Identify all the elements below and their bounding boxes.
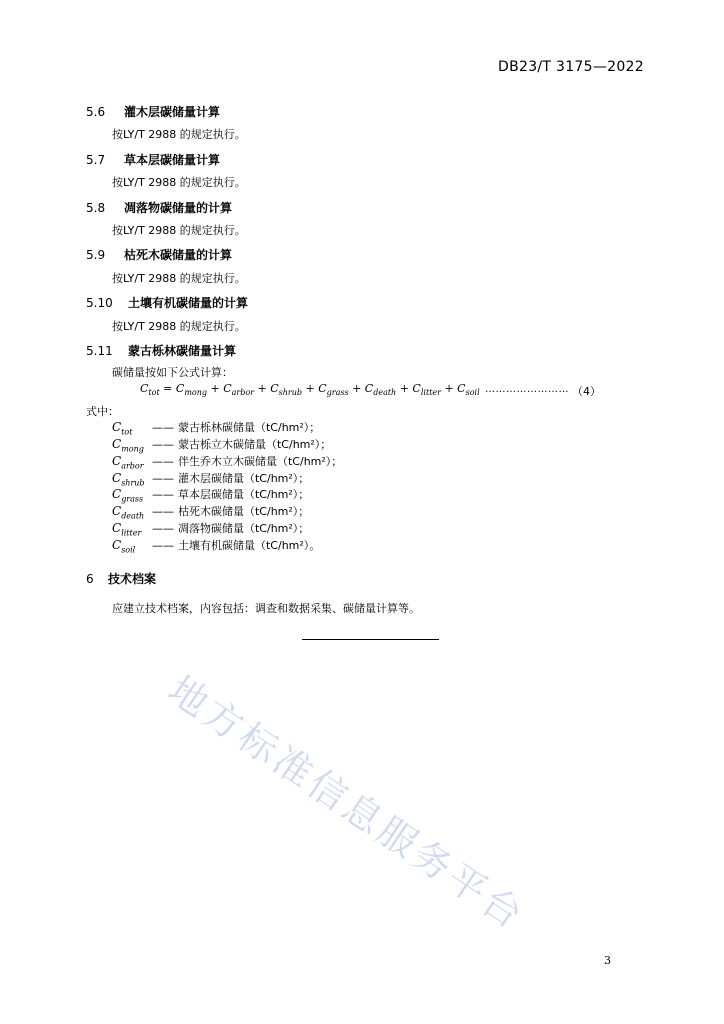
definition-dash: —— [152,472,174,485]
variable-symbol: $C_{mong}$ [112,437,144,454]
section-title: 蒙古栎林碳储量计算 [128,344,237,358]
section-number: 5.11 [86,344,113,358]
variable-description: 蒙古栎立木碳储量（tC/hm²）； [178,438,332,451]
section-number: 5.6 [86,105,106,119]
section-text-5-7: 按LY/T 2988 的规定执行。 [112,176,246,189]
variable-subscript: litter [121,528,142,538]
section-title: 灌木层碳储量计算 [124,105,221,119]
variable-description: 草本层碳储量（tC/hm²）； [178,488,310,501]
section-title: 技术档案 [108,572,157,586]
formula-term-subscript: arbor [231,388,254,398]
formula-term-subscript: mong [184,388,207,398]
variable-symbol: $C_{arbor}$ [112,454,144,471]
section-title: 凋落物碳储量的计算 [124,201,233,215]
variable-subscript: death [121,511,145,521]
formula-term-subscript: soil [465,388,480,398]
variable-description: 蒙古栎林碳储量（tC/hm²）； [178,421,321,434]
section-number: 5.9 [86,248,106,262]
formula-term-subscript: shrub [278,388,302,398]
variable-description: 枯死木碳储量（tC/hm²）； [178,505,310,518]
definition-dash: —— [152,421,174,434]
variable-symbol: $C_{tot}$ [112,420,133,437]
section-title: 草本层碳储量计算 [124,153,221,167]
definition-dash: —— [152,539,174,552]
definition-dash: —— [152,505,174,518]
definition-dash: —— [152,455,174,468]
variable-description: 伴生乔木立木碳储量（tC/hm²）； [178,455,343,468]
section-text-5-6: 按LY/T 2988 的规定执行。 [112,128,246,141]
page-number: 3 [604,954,611,967]
section-number: 5.7 [86,153,106,167]
formula-term-subscript: litter [420,388,441,398]
document-code: DB23/T 3175—2022 [498,59,644,75]
section-number: 5.8 [86,201,106,215]
formula-leader-dots: …………………… [485,384,569,395]
formula-term-subscript: grass [326,388,349,398]
section-text-5-9: 按LY/T 2988 的规定执行。 [112,272,246,285]
variable-subscript: tot [121,427,133,437]
formula-term-subscript: death [373,388,397,398]
section-text-5-10: 按LY/T 2988 的规定执行。 [112,320,246,333]
variable-subscript: grass [121,494,144,504]
variable-symbol: $C_{litter}$ [112,521,142,538]
section-number: 5.10 [86,296,113,310]
carbon-storage-formula: $C_{tot} = C_{mong} + C_{arbor} + C_{shrub} + C_{grass} + C_{death} + C_{litter} + C_{soil}$ [140,382,480,398]
section-number: 6 [86,572,94,586]
variable-symbol: $C_{shrub}$ [112,471,145,488]
section-text-5-11: 碳储量按如下公式计算： [112,366,233,379]
variable-subscript: arbor [121,461,144,471]
definition-dash: —— [152,522,174,535]
watermark: 地方标准信息服务平台 [160,667,534,939]
formula-lhs-subscript: tot [148,388,160,398]
variable-symbol: $C_{death}$ [112,504,145,521]
variable-symbol: $C_{soil}$ [112,538,136,555]
variable-subscript: soil [121,545,136,555]
definition-dash: —— [152,438,174,451]
variable-symbol: $C_{grass}$ [112,487,144,504]
where-label: 式中： [86,405,119,418]
variable-description: 土壤有机碳储量（tC/hm²）。 [178,539,321,552]
variable-subscript: shrub [121,478,145,488]
section-title: 土壤有机碳储量的计算 [128,296,249,310]
section-text-6: 应建立技术档案，内容包括：调查和数据采集、碳储量计算等。 [112,602,420,615]
section-text-5-8: 按LY/T 2988 的规定执行。 [112,224,246,237]
variable-description: 灌木层碳储量（tC/hm²）； [178,472,310,485]
section-title: 枯死木碳储量的计算 [124,248,233,262]
equation-number: （4） [572,385,601,398]
variable-description: 凋落物碳储量（tC/hm²）； [178,522,310,535]
definition-dash: —— [152,488,174,501]
variable-subscript: mong [121,444,144,454]
